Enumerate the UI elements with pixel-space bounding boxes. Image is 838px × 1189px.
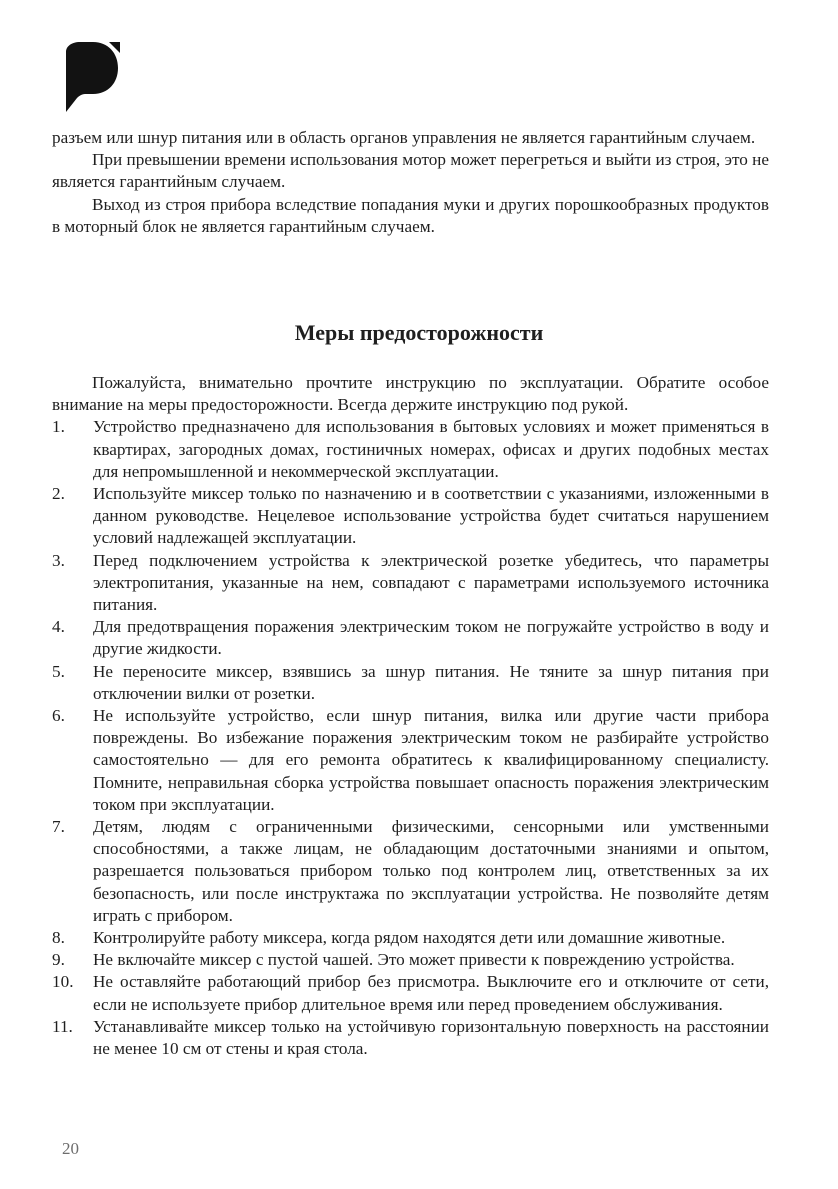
list-item-number: 8.	[52, 928, 65, 948]
precautions-list	[52, 416, 769, 1060]
list-item-number: 3.	[52, 550, 65, 570]
brand-logo-icon	[62, 38, 126, 114]
list-item	[52, 416, 769, 483]
list-item	[52, 1016, 769, 1060]
section-lead: Пожалуйста, внимательно прочтите инструкцию по эксплуатации. Обратите особое внимание на меры предосторожности. Всегда держите инструкцию под рукой.	[52, 373, 769, 415]
list-item-text: Устанавливайте миксер только на устойчивую горизонтальную поверхность на расстоянии не менее 10 см от стены и края стола.	[93, 1016, 769, 1059]
list-item-number: 5.	[52, 661, 65, 681]
list-item	[52, 616, 769, 660]
list-item-text: Детям, людям с ограниченными физическими, сенсорными или умственными способностями, а также лицам, не обладающим достаточными знаниями и опытом, разрешается пользоваться прибором только под контролем лиц, ответственных за их безопасность, или после инструктажа по эксплуатации устройства. Не позволяйте детям играть с прибором.	[93, 817, 769, 925]
section-title: Меры предосторожности	[294, 320, 544, 345]
intro-paragraph-2: При превышении времени использования мотор может перегреться и выйти из строя, это не является гарантийным случаем.	[52, 150, 769, 192]
list-item-number: 10.	[52, 972, 74, 992]
list-item-number: 11.	[52, 1016, 73, 1036]
list-item	[52, 550, 769, 617]
list-item-number: 6.	[52, 706, 65, 726]
list-item	[52, 661, 769, 705]
list-item-text: Не переносите миксер, взявшись за шнур питания. Не тяните за шнур питания при отключении вилки от розетки.	[93, 661, 769, 703]
list-item-number: 9.	[52, 950, 65, 970]
list-item-number: 1.	[52, 417, 65, 437]
list-item	[52, 705, 769, 816]
list-item	[52, 949, 769, 971]
page-number: 20	[62, 1139, 79, 1158]
list-item	[52, 927, 769, 949]
list-item-text: Контролируйте работу миксера, когда рядом находятся дети или домашние животные.	[93, 928, 726, 948]
list-item-text: Перед подключением устройства к электрической розетке убедитесь, что параметры электропитания, указанные на нем, совпадают с параметрами используемого источника питания.	[93, 550, 769, 615]
list-item-number: 7.	[52, 817, 65, 837]
list-item	[52, 816, 769, 927]
list-item	[52, 971, 769, 1015]
intro-paragraph-3: Выход из строя прибора вследствие попадания муки и других порошкообразных продуктов в моторный блок не является гарантийным случаем.	[52, 194, 769, 236]
intro-text	[52, 127, 769, 238]
list-item-text: Устройство предназначено для использования в бытовых условиях и может применяться в квартирах, загородных домах, гостиничных номерах, офисах и других подобных местах для непромышленной и некоммерческой эксплуатации.	[93, 417, 769, 481]
list-item-text: Используйте миксер только по назначению и в соответствии с указаниями, изложенными в данном руководстве. Нецелевое использование устройства будет считаться нарушением условий надлежащей эксплуатации.	[93, 484, 769, 548]
list-item-text: Для предотвращения поражения электрическим током не погружайте устройство в воду и другие жидкости.	[93, 617, 769, 659]
list-item-number: 2.	[52, 484, 65, 504]
precautions-section	[52, 372, 769, 1060]
list-item-number: 4.	[52, 617, 65, 637]
list-item	[52, 483, 769, 550]
list-item-text: Не используйте устройство, если шнур питания, вилка или другие части прибора повреждены. Во избежание поражения электрическим током не разбирайте устройство самостоятельно — для его ремонта обратитесь к квалифицированному специалисту. Помните, неправильная сборка устройства повышает опасность поражения электрическим током при эксплуатации.	[93, 706, 769, 814]
list-item-text: Не включайте миксер с пустой чашей. Это может привести к повреждению устройства.	[93, 950, 735, 970]
list-item-text: Не оставляйте работающий прибор без присмотра. Выключите его и отключите от сети, если не используете прибор длительное время или перед проведением обслуживания.	[93, 972, 769, 1014]
intro-paragraph-1: разъем или шнур питания или в область органов управления не является гарантийным случаем.	[52, 128, 756, 147]
